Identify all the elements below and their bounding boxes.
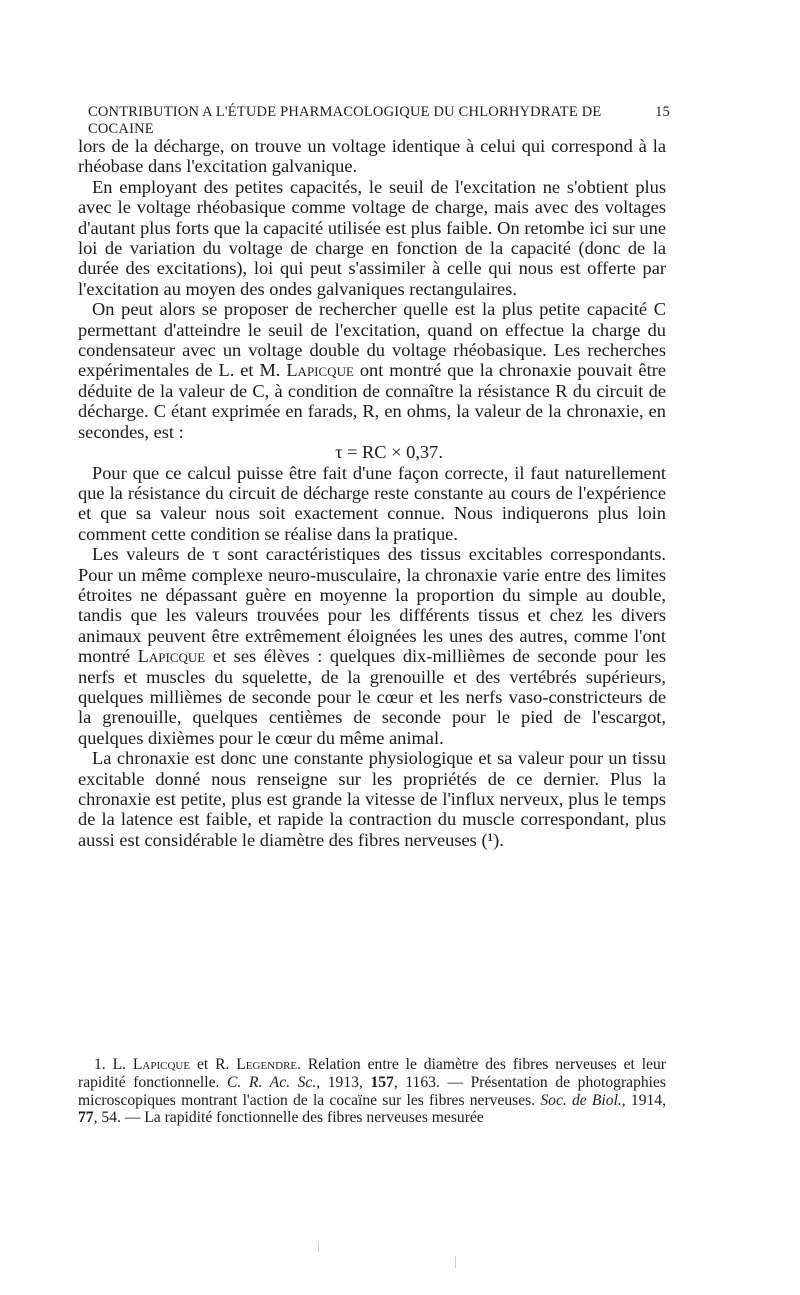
paragraph-3 xyxy=(78,299,666,442)
author-name: Lapicque xyxy=(286,360,354,381)
paragraph-5-part-a: Les valeurs de τ sont caractéristiques des tissus excitables correspondants. Pour un même complexe neuro-musculaire, la chronaxie varie entre des limites étroites ne dépassant guère en moyenne la proportion du simple au double, tandis que les valeurs trouvées pour les différents tissus et chez les divers animaux peuvent être extrêmement éloignées les unes des autres, comme l'ont montré xyxy=(78,544,666,667)
footnote-reference: (¹). xyxy=(481,829,504,850)
footnote-1 xyxy=(78,1056,666,1127)
footnote-text: . Relation entre le diamètre des fibres nerveuses et leur rapidité fonctionnelle. xyxy=(78,1056,666,1091)
author-name: Lapicque xyxy=(137,646,206,667)
journal-name: Soc. de Biol. xyxy=(540,1091,622,1109)
volume-number: 77 xyxy=(78,1109,94,1127)
paragraph-5-part-b: et ses élèves : quelques dix-millièmes de seconde pour les nerfs et muscles du squelette, de la grenouille et des vertébrés supérieurs, quelques millièmes de seconde pour le cœur et les nerfs vaso-constricteurs de la grenouille, quelques centièmes de seconde pour le pied de l'escargot, quelques dixièmes pour le cœur du même animal. xyxy=(78,646,666,748)
volume-number: 157 xyxy=(370,1073,394,1091)
running-title: CONTRIBUTION A L'ÉTUDE PHARMACOLOGIQUE DU CHLORHYDRATE DE COCAINE xyxy=(88,104,602,137)
footnotes xyxy=(78,1056,666,1127)
footnote-text: , 54. — La rapidité fonctionnelle des fibres nerveuses mesurée xyxy=(93,1109,484,1127)
paragraph-6 xyxy=(78,748,666,850)
footnote-conjunction: et xyxy=(190,1056,216,1073)
running-header xyxy=(88,104,670,138)
scan-mark xyxy=(318,1242,319,1252)
paragraph-1: lors de la décharge, on trouve un voltage identique à celui qui correspond à la rhéobase dans l'excitation galvanique. xyxy=(78,136,666,177)
chronaxie-formula: τ = RC × 0,37. xyxy=(335,442,443,463)
main-text xyxy=(78,136,666,850)
footnote-author: R. Legendre xyxy=(215,1056,298,1073)
paragraph-5 xyxy=(78,544,666,748)
footnote-number: 1. xyxy=(94,1056,106,1073)
journal-name: C. R. Ac. Sc. xyxy=(227,1073,317,1091)
footnote-year: , 1914, xyxy=(621,1091,666,1109)
scan-mark xyxy=(455,1256,456,1268)
footnote-year: , 1913, xyxy=(316,1073,371,1091)
paragraph-4: Pour que ce calcul puisse être fait d'une façon correcte, il faut naturellement que la résistance du circuit de décharge reste constante au cours de l'expérience et que sa valeur nous soit exactement connue. Nous indiquerons plus loin comment cette condition se réalise dans la pratique. xyxy=(78,462,666,544)
paragraph-6-text: La chronaxie est donc une constante physiologique et sa valeur pour un tissu excitable donné nous renseigne sur les propriétés de ce dernier. Plus la chronaxie est petite, plus est grande la vitesse de l'influx nerveux, plus le temps de la latence est faible, et rapide la contraction du muscle correspondant, plus aussi est considérable le diamètre des fibres nerveuses xyxy=(78,748,666,850)
page-number: 15 xyxy=(655,104,670,120)
paragraph-2: En employant des petites capacités, le seuil de l'excitation ne s'obtient plus avec le voltage rhéobasique comme voltage de charge, mais avec des voltages d'autant plus forts que la capacité utilisée est plus faible. On retombe ici sur une loi de variation du voltage de charge en fonction de la capacité (donc de la durée des excitations), loi qui peut s'assimiler à celle qui nous est offerte par l'excitation au moyen des ondes galvaniques rectangulaires. xyxy=(78,176,666,299)
paragraph-3-part-b: ont montré que la chronaxie pouvait être déduite de la valeur de C, à condition de connaître la résistance R du circuit de décharge. C étant exprimée en farads, R, en ohms, la valeur de la chronaxie, en secondes, est : xyxy=(78,360,666,442)
footnote-text: , 1163. — Présentation de photographies microscopiques montrant l'action de la cocaïne sur les fibres nerveuses. xyxy=(78,1073,666,1109)
footnote-author: L. Lapicque xyxy=(112,1056,191,1073)
paragraph-3-part-a: On peut alors se proposer de rechercher quelle est la plus petite capacité C permettant d'atteindre le seuil de l'excitation, quand on effectue la charge du condensateur avec un voltage double du voltage rhéobasique. Les recherches expérimentales de L. et M. xyxy=(78,299,666,381)
